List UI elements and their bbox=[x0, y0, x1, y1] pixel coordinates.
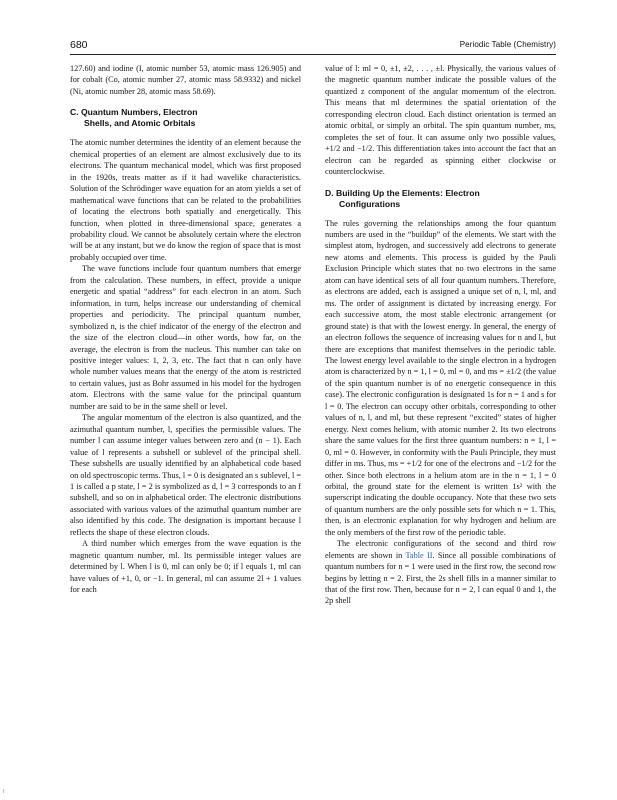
running-title: Periodic Table (Chemistry) bbox=[459, 40, 556, 49]
left-column bbox=[70, 63, 301, 595]
paragraph-text: . Since all possible combinations of quantum numbers for n = 1 were used in the first row, the second row begins by letting n = 2. First, the 2s shell fills in a manner similar to that of the first row. Then, because for n = 2, l can equal 0 and 1, the 2p shell bbox=[325, 550, 557, 606]
paragraph-text: The electronic configurations of the second and third row elements are shown in bbox=[325, 539, 556, 560]
scan-edge-mark bbox=[3, 789, 4, 793]
paragraph-continued: 127.60) and iodine (I, atomic number 53, atomic mass 126.905) and for cobalt (Co, atomic number 27, atomic mass 58.9332) and nickel (Ni, atomic number 28, atomic mass 58.69). bbox=[70, 64, 301, 96]
paragraph: The wave functions include four quantum numbers that emerge from the calculation. These numbers, in effect, provide a unique energetic and spatial “address” for each electron in an atom. Such information, in turn, helps increase our understanding of chemical properties and periodicity. The principal quantum number, symbolized n, is the chief indicator of the energy of the electron and the size of the electron cloud—in other words, how far, on the average, the electron is from the nucleus. This number can take on positive integer values: 1, 2, 3, etc. The fact that n can only have whole number values means that the energy of the atom is restricted to certain values, just as Bohr assumed in his model for the hydrogen atom. Electrons with the same value for the principal quantum number are said to be in the same shell or level. bbox=[70, 264, 301, 411]
header-rule bbox=[70, 54, 556, 55]
paragraph: The rules governing the relationships among the four quantum numbers are used in the “buildup” of the elements. We start with the simplest atom, hydrogen, and successively add electrons to generate new atoms and elements. This process is guided by the Pauli Exclusion Principle which states that no two electrons in the same atom can have identical sets of all four quantum numbers. Therefore, as electrons are added, each is assigned a unique set of n, l, ml, and ms. The order of assignment is dictated by increasing energy. For each successive atom, the most stable electronic arrangement (or ground state) is that with the lowest energy. In general, the energy of an electron follows the sequence of increasing values for n and l, but there are exceptions that manifest themselves in the periodic table. The lowest energy level available to the single electron in a hydrogen atom is characterized by n = 1, l = 0, ml = 0, and ms = ±1/2 (the value of the spin quantum number is of no energetic consequence in this case). The electronic configuration is designated 1s for n = 1 and s for l = 0. The electron can occupy other orbitals, corresponding to other values of n, l, and ml, but these represent “excited” states of higher energy. Next comes helium, with atomic number 2. Its two electrons share the same values for the first three quantum numbers: n = 1, l = 0, ml = 0. However, in conformity with the Pauli Principle, they must differ in ms. Thus, ms = +1/2 for one of the electrons and −1/2 for the other. Since both electrons in a helium atom are in the n = 1, l = 0 orbital, the ground state for the element is written 1s² with the superscript indicating the double occupancy. Note that these two sets of quantum numbers are the only possible sets for which n = 1. This, then, is an electronic explanation for why hydrogen and helium are the only members of the first row of the periodic table. bbox=[325, 218, 556, 537]
page-number: 680 bbox=[70, 39, 88, 51]
paragraph: A third number which emerges from the wave equation is the magnetic quantum number, ml. Its permissible integer values are determined by l. When l is 0, ml can only be 0; if l equals 1, ml can have values of +1, 0, or −1. In general, ml can assume 2l + 1 values for each bbox=[70, 539, 301, 595]
paragraph-continued: value of l: ml = 0, ±1, ±2, . . . , ±l. Physically, the various values of the magnetic quantum number indicate the possible values of the quantized z component of the angular momentum of the electron. This means that ml determines the spatial orientation of the corresponding electron cloud. Each distinct orientation is termed an atomic orbital, or simply an orbital. The spin quantum number, ms, completes the set of four. It can assume only two possible values, +1/2 and −1/2. This differentiation takes into account the fact that an electron can be regarded as spinning either clockwise or counterclockwise. bbox=[325, 64, 556, 177]
table-ii-link[interactable]: Table II bbox=[405, 550, 433, 560]
right-column bbox=[325, 63, 556, 607]
section-heading-d-line1: D. Building Up the Elements: Electron bbox=[325, 187, 480, 198]
paragraph: The atomic number determines the identity of an element because the chemical properties of an element are almost exclusively due to its electrons. The quantum mechanical model, which was first proposed in the 1920s, treats matter as if it had wavelike characteristics. Solution of the Schrödinger wave equation for an atom yields a set of mathematical wave functions that can be related to the probabilities of locating the electrons both spatially and energetically. This function, when plotted in three-dimensional space, generates a probability cloud. We cannot be absolutely certain where the electron will be at any instant, but we do know the region of space that is most probably occupied over time. bbox=[70, 138, 301, 262]
section-heading-d bbox=[325, 188, 556, 210]
paragraph bbox=[325, 538, 556, 607]
section-heading-c-line1: C. Quantum Numbers, Electron bbox=[70, 107, 198, 118]
section-heading-c-line2: Shells, and Atomic Orbitals bbox=[84, 118, 196, 129]
page-header bbox=[70, 39, 556, 53]
section-heading-c bbox=[70, 107, 301, 129]
section-heading-d-line2: Configurations bbox=[339, 198, 401, 209]
paragraph: The angular momentum of the electron is also quantized, and the azimuthal quantum number, l, specifies the permissible values. The number l can assume integer values between zero and (n − 1). Each value of l represents a subshell or sublevel of the principal shell. These subshells are usually identified by an alphabetical code based on old spectroscopic terms. Thus, l = 0 is designated an s sublevel, l = 1 is called a p state, l = 2 is symbolized as d, l = 3 corresponds to an f subshell, and so on in alphabetical order. The electronic distributions associated with various values of the azimuthal quantum number are also identified by this code. The designation is important because l reflects the shape of these electron clouds. bbox=[70, 413, 301, 537]
